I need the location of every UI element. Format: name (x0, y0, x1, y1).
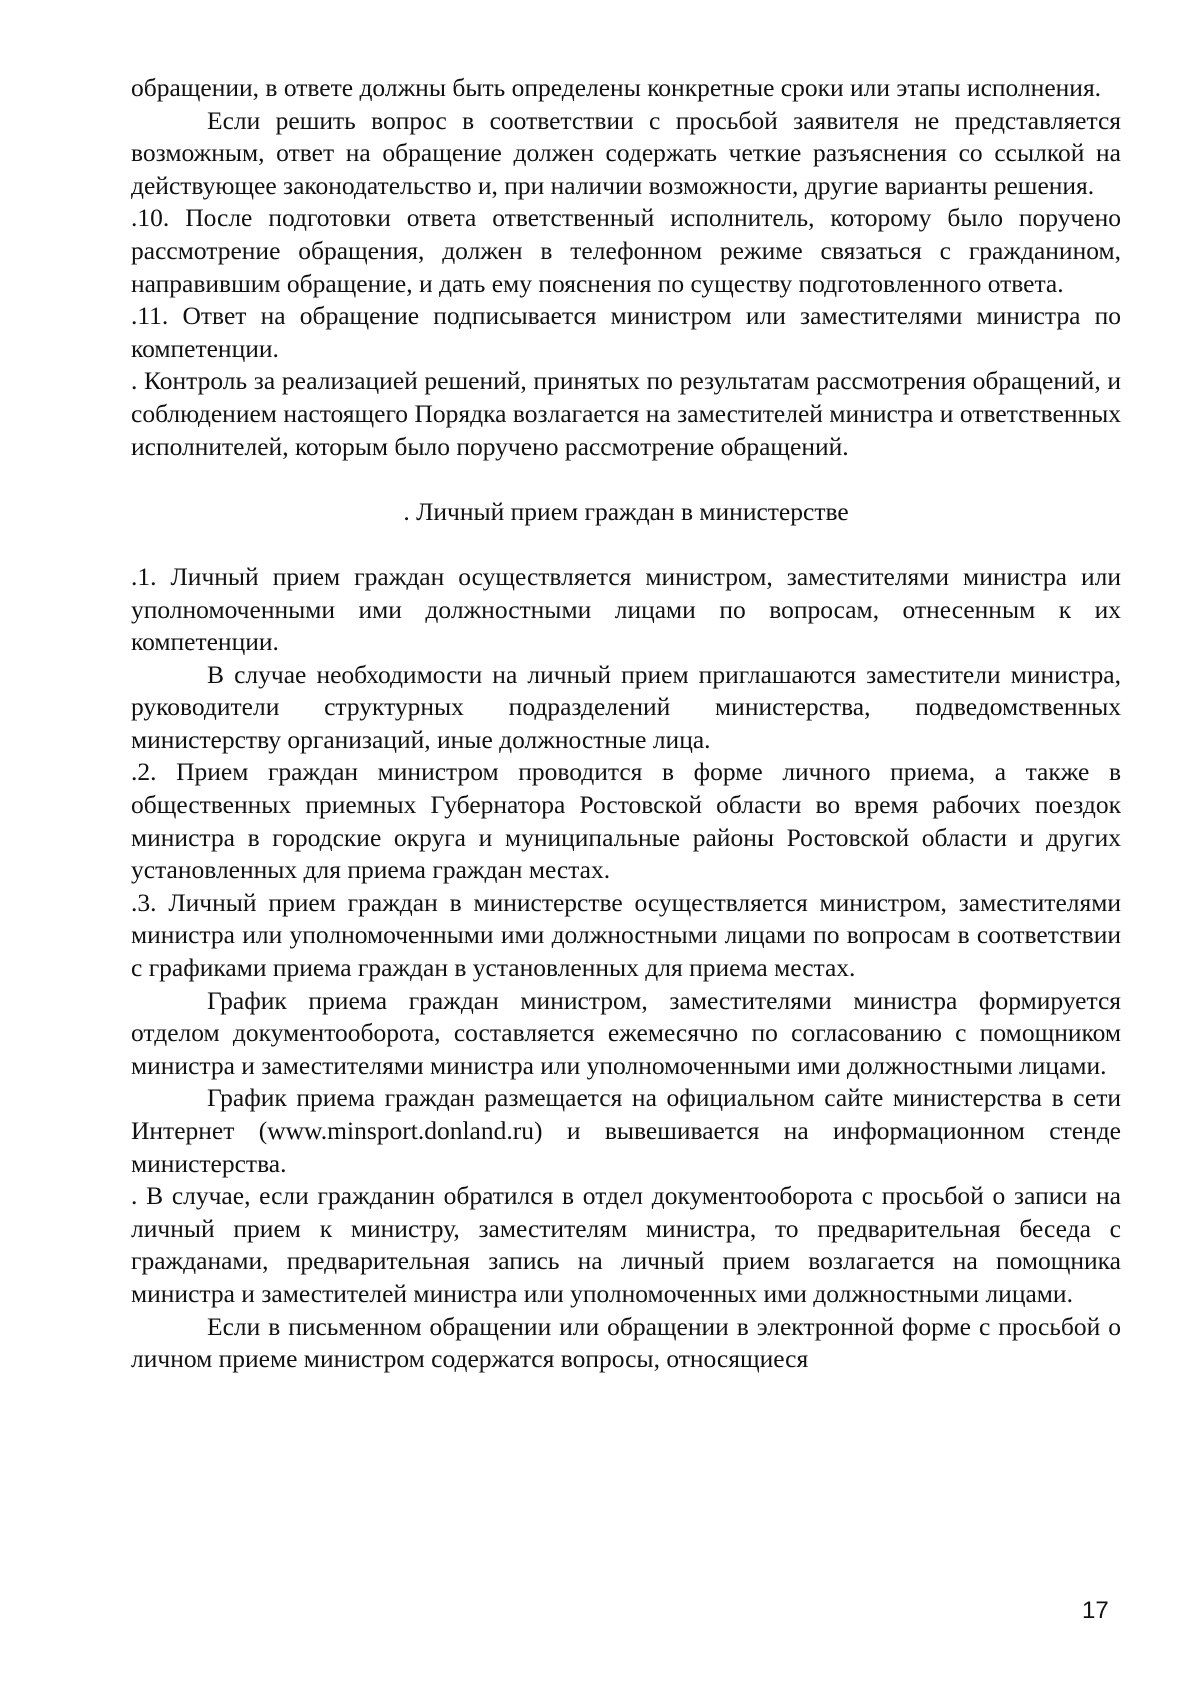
list-item-text: Личный прием граждан в министерстве осуществляется министром, заместителями министра или уполномоченными ими должностными лицами по вопросам в соответствии с графиками приема граждан в установленных для приема местах. (131, 887, 1121, 983)
list-item-number: . (131, 366, 138, 396)
paragraph-schedule: График приема граждан министром, заместителями министра формируется отделом документооборота, составляется ежемесячно по согласованию с помощником министра и заместителями министра или уполномоченными ими должностными лицами. (131, 985, 1121, 1080)
list-item-number: .11. (131, 301, 169, 331)
list-item-number: .1. (131, 561, 157, 591)
list-item-text: Ответ на обращение подписывается министром или заместителями министра по компетенции. (131, 301, 1122, 363)
list-item-text: Контроль за реализацией решений, принятых по результатам рассмотрения обращений, и соблюдением настоящего Порядка возлагается на заместителей министра и ответственных исполнителей, которым было поручено рассмотрение обращений. (131, 366, 1121, 461)
paragraph-invitation: В случае необходимости на личный прием приглашаются заместители министра, руководители структурных подразделений министерства, подведомственных министерству организаций, иные должностные лица. (131, 659, 1121, 754)
paragraph-electronic-request: Если в письменном обращении или обращении в электронной форме с просьбой о личном приеме министром содержатся вопросы, относящиеся (131, 1311, 1121, 1374)
list-item-number: .3. (131, 887, 157, 917)
list-item-text: Прием граждан министром проводится в форме личного приема, а также в общественных приемных Губернатора Ростовской области во время рабочих поездок министра в городские округа и муниципальные районы Ростовской области и других установленных для приема граждан местах. (131, 757, 1121, 885)
list-item-number: . (131, 1181, 138, 1211)
paragraph-continuation: обращении, в ответе должны быть определены конкретные сроки или этапы исполнения. (131, 73, 1102, 102)
list-item-11 (131, 300, 1121, 365)
document-body (131, 72, 1121, 1376)
section-spacer (131, 463, 1121, 496)
list-item-text: В случае, если гражданин обратился в отдел документооборота с просьбой о записи на личный прием к министру, заместителям министра, то предварительная беседа с гражданами, предварительная запись на личный прием возлагается на помощника министра и заместителей министра или уполномоченных ими должностными лицами. (131, 1181, 1122, 1308)
list-item-text: Личный прием граждан осуществляется министром, заместителями министра или уполномоченными ими должностными лицами по вопросам, отнесенным к их компетенции. (131, 561, 1121, 657)
list-item-1 (131, 561, 1121, 659)
section-heading: . Личный прием граждан в министерстве (403, 496, 849, 526)
list-item-control (131, 365, 1121, 463)
list-item-2 (131, 756, 1121, 886)
list-item-text: После подготовки ответа ответственный исполнитель, которому было поручено рассмотрение обращения, должен в телефонном режиме связаться с гражданином, направившим обращение, и дать ему пояснения по существу подготовленного ответа. (131, 203, 1122, 298)
paragraph-explanation: Если решить вопрос в соответствии с просьбой заявителя не представляется возможным, ответ на обращение должен содержать четкие разъяснения со ссылкой на действующее законодательство и, при наличии возможности, другие варианты решения. (131, 105, 1121, 200)
paragraph-schedule-publication: График приема граждан размещается на официальном сайте министерства в сети Интернет (www.minsport.donland.ru) и вывешивается на информационном стенде министерства. (131, 1083, 1121, 1178)
section-spacer (131, 528, 1121, 561)
list-item-10 (131, 202, 1121, 300)
list-item-number: .10. (131, 203, 170, 233)
list-item-number: .2. (131, 757, 157, 787)
page-number: 17 (1082, 1597, 1109, 1624)
list-item-appointment (131, 1180, 1121, 1310)
list-item-3 (131, 887, 1121, 985)
